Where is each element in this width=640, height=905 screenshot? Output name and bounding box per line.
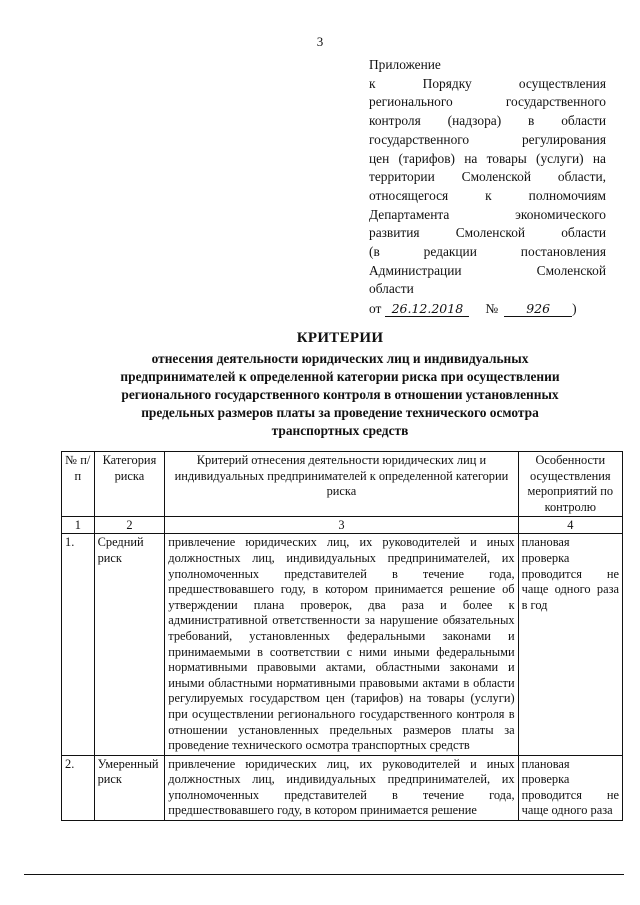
header-category: Категория риска (94, 452, 165, 517)
page-number: 3 (316, 34, 324, 49)
appendix-line: (в редакции постановления (369, 244, 606, 260)
row-feature: плановая проверка проводится не чаще одного раза в год (518, 534, 622, 755)
appendix-line: государственного регулирования (369, 131, 606, 147)
row-num: 2. (62, 755, 95, 820)
decree-number: 926 (504, 302, 572, 317)
row-feature: плановая проверка проводится не чаще одного раза (518, 755, 622, 820)
document-heading (60, 330, 620, 440)
column-number: 1 (62, 517, 95, 534)
decree-date-line (369, 300, 606, 319)
row-criterion: привлечение юридических лиц, их руководителей и иных должностных лиц, индивидуальных предпринимателей, их уполномоченных представителей в течение года, предшествовавшего году, в котором принимается решение (165, 755, 518, 820)
appendix-line: регионального государственного (369, 94, 606, 110)
appendix-line: к Порядку осуществления (369, 75, 606, 91)
appendix-block (369, 56, 606, 319)
appendix-title: Приложение (369, 57, 441, 72)
appendix-line: относящегося к полномочиям (369, 187, 606, 203)
decree-date: 26.12.2018 (385, 302, 469, 317)
header-feature: Особенности осуществления мероприятий по контролю (518, 452, 622, 517)
number-label: № (485, 301, 499, 317)
appendix-line: развития Смоленской области (369, 225, 606, 241)
row-num: 1. (62, 534, 95, 755)
row-category: Средний риск (94, 534, 165, 755)
appendix-line: контроля (надзора) в области (369, 113, 606, 129)
date-prefix: от (369, 301, 382, 317)
table-row (62, 534, 623, 755)
appendix-line: Департамента экономического (369, 206, 606, 222)
page-bottom-rule (24, 874, 624, 875)
row-criterion: привлечение юридических лиц, их руководителей и иных должностных лиц, индивидуальных предпринимателей, их уполномоченных представителей в течение года, предшествовавшего году, в котором принимается решение об утверждении плана проверок, два раза и более к административной ответственности за нарушение обязательных требований, установленных федеральными законами и принимаемыми в соответствии с ними иными федеральными нормативными правовыми актами, областными законами и иными областными нормативными правовыми актами в области регулируемых государством цен (тарифов) на товары (услуги) при осуществлении регионального государственного контроля в отношении установленных предельных размеров платы за проведение технического осмотра транспортных средств (165, 534, 518, 755)
subtitle-line: предельных размеров платы за проведение технического осмотра (141, 405, 539, 420)
row-category: Умеренный риск (94, 755, 165, 820)
table-row (62, 755, 623, 820)
column-number: 2 (94, 517, 165, 534)
heading-title: КРИТЕРИИ (296, 330, 384, 346)
column-number: 3 (165, 517, 518, 534)
closing-paren: ) (572, 301, 577, 317)
subtitle-line: предпринимателей к определенной категории риска при осуществлении (120, 369, 560, 384)
subtitle-line: транспортных средств (271, 423, 409, 438)
subtitle-line: регионального государственного контроля в отношении установленных (121, 387, 559, 402)
header-criterion: Критерий отнесения деятельности юридических лиц и индивидуальных предпринимателей к определенной категории риска (165, 452, 518, 517)
criteria-table (61, 451, 623, 821)
subtitle-line: отнесения деятельности юридических лиц и индивидуальных (151, 351, 529, 366)
column-number: 4 (518, 517, 622, 534)
appendix-line: цен (тарифов) на товары (услуги) на (369, 150, 606, 166)
heading-subtitle (60, 350, 620, 440)
appendix-line: территории Смоленской области, (369, 169, 606, 185)
table-header-row (62, 452, 623, 517)
header-num: № п/п (62, 452, 95, 517)
column-number-row (62, 517, 623, 534)
appendix-line: Администрации Смоленской (369, 262, 606, 278)
appendix-line: области (369, 281, 414, 297)
